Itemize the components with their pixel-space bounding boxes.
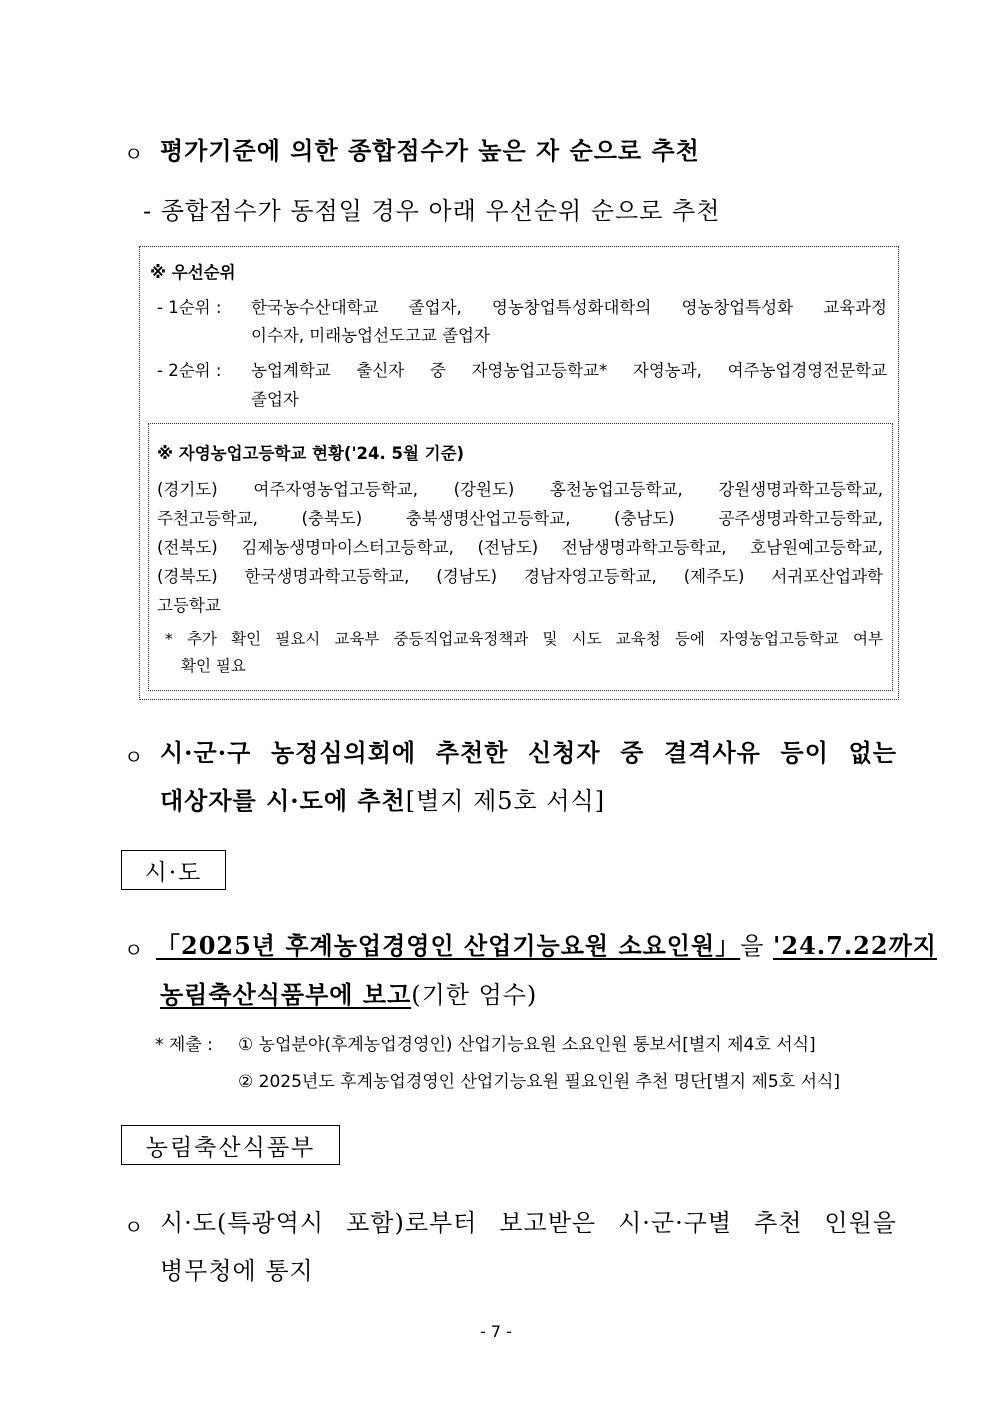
- deadline-note: (기한 엄수): [411, 981, 538, 1009]
- schools-line: 주천고등학교, (충북도) 충북생명산업고등학교, (충남도) 공주생명과학고등학교,: [157, 509, 883, 528]
- priority-1-text-cont: 이수자, 미래농업선도고교 졸업자: [251, 326, 490, 345]
- page-number: - 7 -: [480, 1322, 512, 1341]
- section-subtext: - 종합점수가 동점일 경우 아래 우선순위 순으로 추천: [143, 197, 721, 225]
- schools-line: 고등학교: [157, 596, 221, 615]
- schools-line: (경북도) 한국생명과학고등학교, (경남도) 경남자영고등학교, (제주도) 서귀포산업과학: [157, 567, 883, 586]
- connector-text: 을: [740, 932, 774, 960]
- section-heading-cont: 대상자를 시·도에 추천: [160, 786, 406, 815]
- report-title: 「2025년 후계농업경영인 산업기능요원 소요인원」: [156, 931, 741, 960]
- section-box-sido: 시·도: [121, 850, 226, 890]
- form-reference: [별지 제5호 서식]: [405, 787, 606, 815]
- submit-item-2: ② 2025년도 후계농업경영인 산업기능요원 필요인원 추천 명단[별지 제5호 서식]: [238, 1072, 841, 1092]
- schools-line: (전북도) 김제농생명마이스터고등학교, (전남도) 전남생명과학고등학교, 호남원예고등학교,: [157, 538, 883, 557]
- schools-heading: ※ 자영농업고등학교 현황('24. 5월 기준): [157, 444, 465, 463]
- section-text: 시·도(특광역시 포함)로부터 보고받은 시·군·구별 추천 인원을: [160, 1209, 897, 1237]
- section-heading: 평가기준에 의한 종합점수가 높은 자 순으로 추천: [160, 136, 700, 165]
- priority-1-text: 한국농수산대학교 졸업자, 영농창업특성화대학의 영농창업특성화 교육과정: [251, 298, 887, 317]
- priority-heading: ※ 우선순위: [150, 263, 236, 282]
- submit-label: * 제출 :: [155, 1035, 213, 1055]
- section-heading: 시·군·구 농정심의회에 추천한 신청자 중 결격사유 등이 없는: [160, 738, 897, 767]
- priority-2-label: - 2순위 :: [157, 361, 222, 380]
- priority-1-label: - 1순위 :: [157, 298, 222, 317]
- bullet-icon: ㅇ: [124, 938, 144, 962]
- schools-note: * 추가 확인 필요시 교육부 중등직업교육정책과 및 시도 교육청 등에 자영농업고등학교 여부: [165, 630, 883, 648]
- section-box-mafra: 농림축산식품부: [121, 1125, 340, 1165]
- priority-2-text: 농업계학교 출신자 중 자영농업고등학교* 자영농과, 여주농업경영전문학교: [251, 361, 887, 380]
- submit-item-1: ① 농업분야(후계농업경영인) 산업기능요원 소요인원 통보서[별지 제4호 서식]: [238, 1035, 816, 1055]
- schools-note-cont: 확인 필요: [181, 657, 246, 675]
- bullet-icon: ㅇ: [124, 1215, 144, 1239]
- bullet-icon: ㅇ: [124, 745, 144, 769]
- report-target: 농림축산식품부에 보고: [160, 980, 412, 1009]
- schools-line: (경기도) 여주자영농업고등학교, (강원도) 홍천농업고등학교, 강원생명과학고등학교,: [157, 480, 883, 499]
- bullet-icon: ㅇ: [124, 142, 144, 166]
- deadline-date: '24.7.22까지: [773, 931, 937, 960]
- section-text-cont: 병무청에 통지: [160, 1257, 314, 1285]
- priority-2-text-cont: 졸업자: [251, 390, 299, 409]
